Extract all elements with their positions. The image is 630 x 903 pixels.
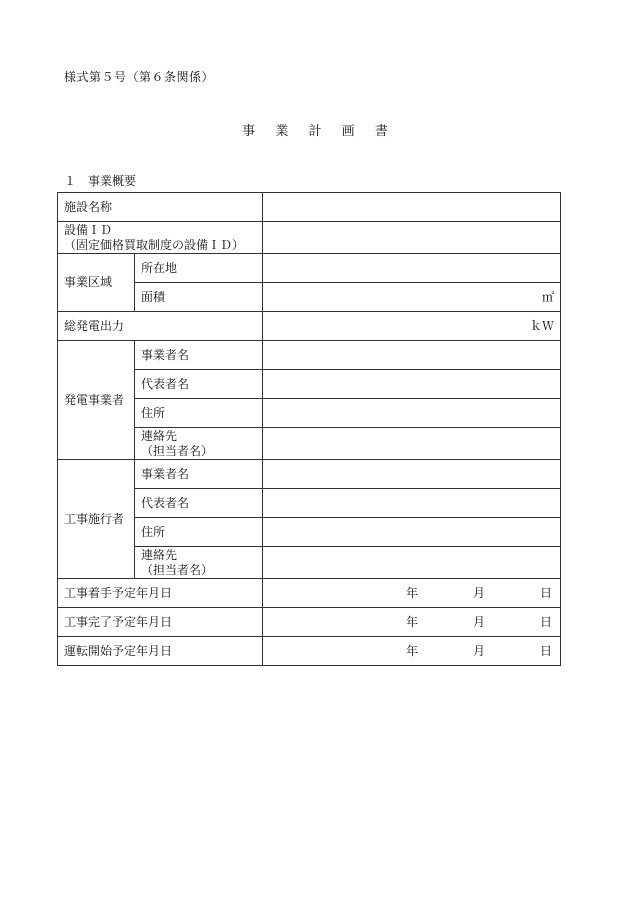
month-label: 月 [472, 585, 485, 600]
year-label: 年 [405, 585, 418, 600]
table-row [58, 312, 561, 341]
equipment-id-field[interactable] [263, 222, 561, 254]
label-location: 所在地 [135, 254, 263, 283]
contractor-contact-field[interactable] [263, 547, 561, 579]
document-title [0, 120, 630, 139]
title-char: 計 [308, 124, 322, 139]
form-number: 様式第５号（第６条関係） [64, 70, 215, 84]
total-output-field[interactable] [263, 312, 561, 341]
month-label: 月 [472, 614, 485, 629]
table-row [58, 608, 561, 637]
label-representative: 代表者名 [135, 370, 263, 399]
month-label: 月 [472, 643, 485, 658]
year-label: 年 [405, 614, 418, 629]
table-row [58, 193, 561, 222]
day-label: 日 [539, 585, 552, 600]
area-field[interactable] [263, 283, 561, 312]
label-generator: 発電事業者 [58, 341, 135, 460]
label-address: 住所 [135, 399, 263, 428]
label-operator-name: 事業者名 [135, 460, 263, 489]
title-char: 書 [374, 124, 388, 139]
construction-end-date-field[interactable] [263, 608, 561, 637]
contractor-operator-field[interactable] [263, 460, 561, 489]
label-total-output: 総発電出力 [58, 312, 263, 341]
label-line: （担当者名） [141, 562, 214, 577]
business-plan-table [57, 192, 561, 666]
label-facility-name: 施設名称 [58, 193, 263, 222]
location-field[interactable] [263, 254, 561, 283]
table-row [58, 222, 561, 254]
generator-address-field[interactable] [263, 399, 561, 428]
label-line: （固定価格買取制度の設備ＩＤ） [64, 237, 245, 252]
table-row [58, 579, 561, 608]
output-unit: ｋＷ [529, 318, 554, 333]
label-contact [135, 547, 263, 579]
day-label: 日 [539, 614, 552, 629]
label-operator-name: 事業者名 [135, 341, 263, 370]
title-char: 画 [341, 124, 355, 139]
operation-start-date-field[interactable] [263, 637, 561, 666]
table-row [58, 341, 561, 370]
generator-operator-field[interactable] [263, 341, 561, 370]
label-representative: 代表者名 [135, 489, 263, 518]
facility-name-field[interactable] [263, 193, 561, 222]
label-contractor: 工事施行者 [58, 460, 135, 579]
label-construction-end: 工事完了予定年月日 [58, 608, 263, 637]
label-business-area: 事業区域 [58, 254, 135, 312]
label-line: （担当者名） [141, 443, 214, 458]
label-construction-start: 工事着手予定年月日 [58, 579, 263, 608]
title-char: 業 [275, 124, 289, 139]
title-char: 事 [242, 124, 256, 139]
label-operation-start: 運転開始予定年月日 [58, 637, 263, 666]
area-unit: ㎡ [541, 289, 554, 304]
label-address: 住所 [135, 518, 263, 547]
label-line: 連絡先 [141, 547, 178, 562]
section-heading: １ 事業概要 [64, 174, 137, 188]
label-equipment-id [58, 222, 263, 254]
table-row [58, 637, 561, 666]
day-label: 日 [539, 643, 552, 658]
construction-start-date-field[interactable] [263, 579, 561, 608]
label-contact [135, 428, 263, 460]
table-row [58, 460, 561, 489]
generator-contact-field[interactable] [263, 428, 561, 460]
contractor-address-field[interactable] [263, 518, 561, 547]
contractor-representative-field[interactable] [263, 489, 561, 518]
generator-representative-field[interactable] [263, 370, 561, 399]
label-area: 面積 [135, 283, 263, 312]
year-label: 年 [405, 643, 418, 658]
label-line: 設備ＩＤ [64, 222, 113, 237]
label-line: 連絡先 [141, 428, 178, 443]
table-row [58, 254, 561, 283]
